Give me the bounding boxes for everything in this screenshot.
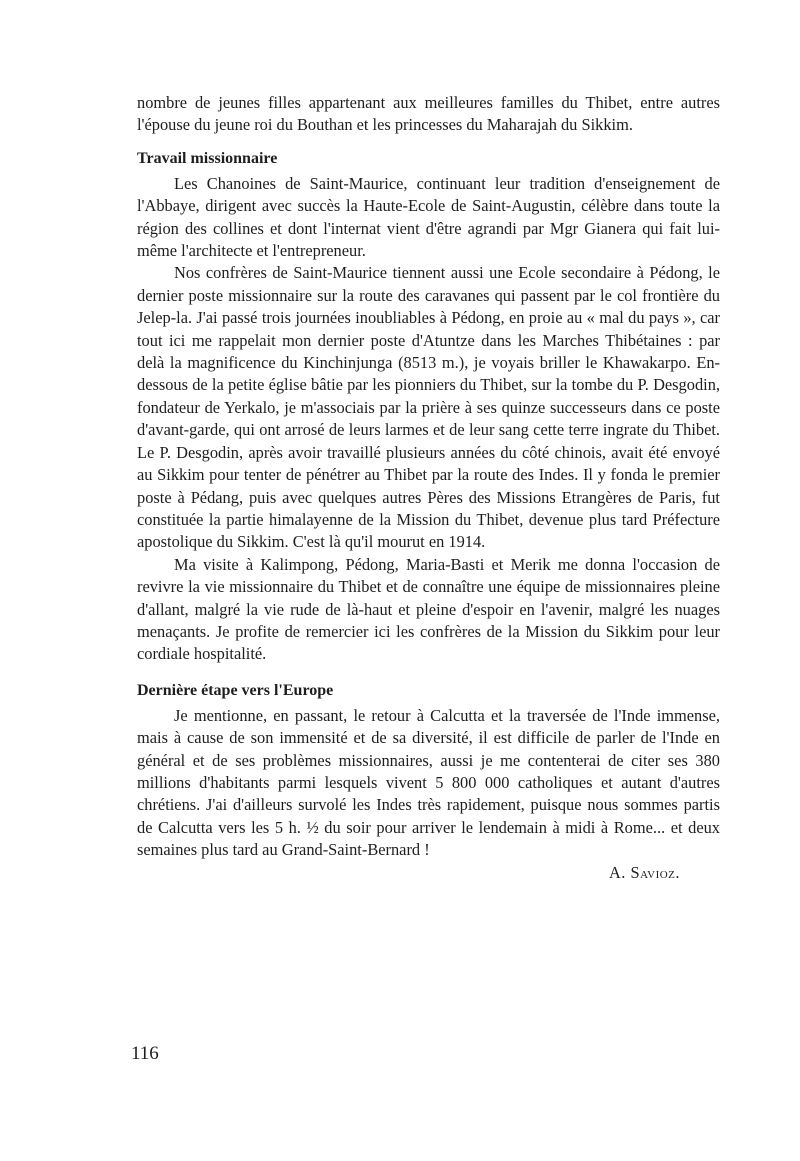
intro-paragraph: nombre de jeunes filles appartenant aux meilleures familles du Thibet, entre autres l'épouse du jeune roi du Bouthan et les princesses du Maharajah du Sikkim. bbox=[137, 93, 720, 135]
paragraph-confreres: Nos confrères de Saint-Maurice tiennent aussi une Ecole secondaire à Pédong, le dernier poste missionnaire sur la route des caravanes qui passent par le col frontière du Jelep-la. J'ai passé trois journées inoubliables à Pédong, en proie au « mal du pays », car tout ici me rappelait mon dernier poste d'Atuntze dans les Marches Thibétaines : par delà la magnificence du Kinchinjunga (8513 m.), je voyais briller le Khawakarpo. En-dessous de la petite église bâtie par les pionniers du Thibet, sur la tombe du P. Desgodin, fondateur de Yerkalo, je m'associais par la prière à ses quinze successeurs dans ce poste d'avant-garde, qui ont arrosé de leurs larmes et de leur sang cette terre ingrate du Thibet. Le P. Desgodin, après avoir travaillé plusieurs années du côté chinois, avait été envoyé au Sikkim pour tenter de pénétrer au Thibet par la route des Indes. Il y fonda le premier poste à Pédang, puis avec quelques autres Pères des Missions Etrangères de Paris, fut constituée la partie himalayenne de la Mission du Thibet, devenue plus tard Préfecture apostolique du Sikkim. C'est là qu'il mourut en 1914. bbox=[137, 263, 720, 552]
page-number: 116 bbox=[131, 1043, 159, 1064]
heading-travail-missionnaire: Travail missionnaire bbox=[137, 149, 278, 167]
paragraph-visite: Ma visite à Kalimpong, Pédong, Maria-Basti et Merik me donna l'occasion de revivre la vie missionnaire du Thibet et de connaître une équipe de missionnaires pleine d'allant, malgré la vie rude de là-haut et pleine d'espoir en l'avenir, malgré les nuages menaçants. Je profite de remercier ici les confrères de la Mission du Sikkim pour leur cordiale hospitalité. bbox=[137, 554, 720, 664]
heading-derniere-etape: Dernière étape vers l'Europe bbox=[137, 681, 334, 699]
author-signature: A. Savioz. bbox=[608, 862, 680, 882]
paragraph-calcutta: Je mentionne, en passant, le retour à Calcutta et la traversée de l'Inde immense, mais à cause de son immensité et de sa diversité, il est difficile de parler de l'Inde en général et de ses problèmes missionnaires, aussi je me contenterai de citer ses 380 millions d'habitants parmi lesquels vivent 5 800 000 catholiques et autant d'autres chrétiens. J'ai d'ailleurs survolé les Indes très rapidement, puisque nous sommes partis de Calcutta vers les 5 h. ½ du soir pour arriver le lendemain à midi à Rome... et deux semaines plus tard au Grand-Saint-Bernard ! bbox=[137, 705, 720, 860]
paragraph-chanoines: Les Chanoines de Saint-Maurice, continuant leur tradition d'enseignement de l'Abbaye, dirigent avec succès la Haute-Ecole de Saint-Augustin, célèbre dans toute la région des collines et dont l'internat vient d'être agrandi par Mgr Gianera qui fait lui-même l'architecte et l'entrepreneur. bbox=[137, 173, 720, 261]
page-body bbox=[137, 92, 720, 884]
